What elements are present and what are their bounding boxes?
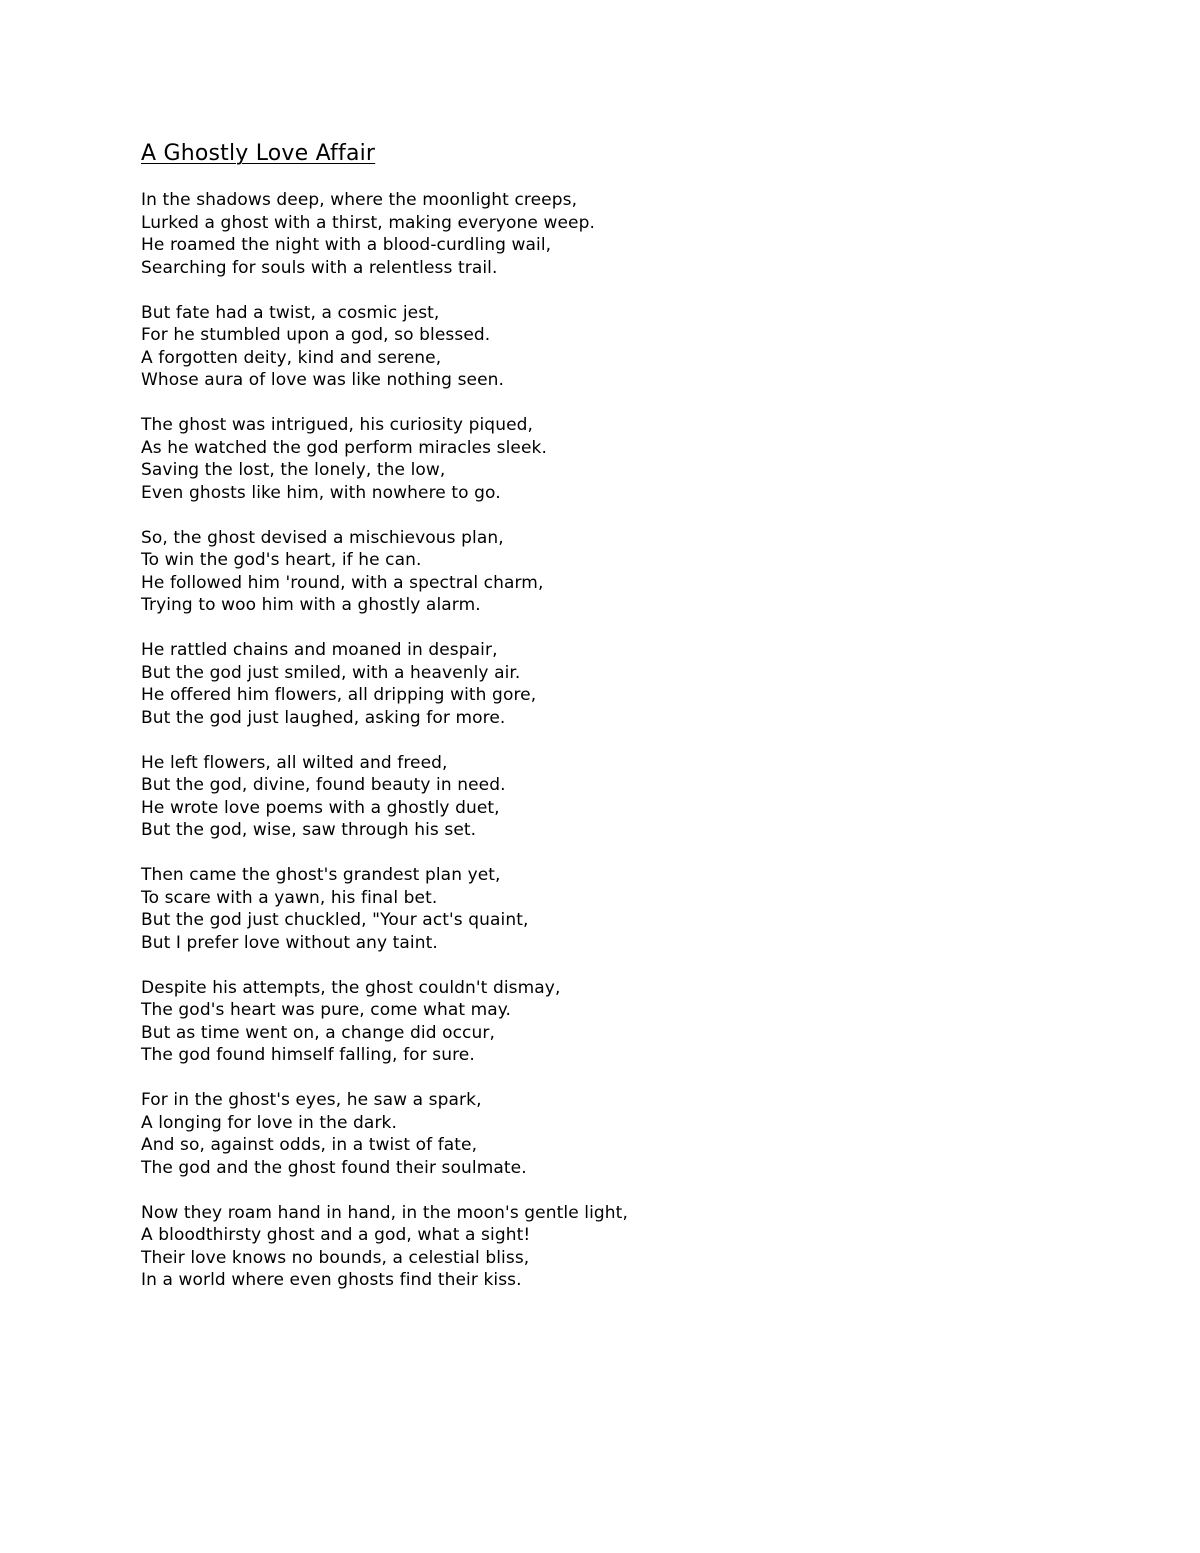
poem-line: A longing for love in the dark.	[141, 1112, 397, 1133]
poem-line: But I prefer love without any taint.	[141, 932, 438, 953]
poem-line: Now they roam hand in hand, in the moon's gentle light,	[141, 1202, 628, 1223]
poem-line: A bloodthirsty ghost and a god, what a sight!	[141, 1225, 531, 1245]
stanza	[141, 864, 1091, 954]
poem-line: But the god, wise, saw through his set.	[141, 820, 477, 840]
stanza	[141, 527, 1091, 617]
poem-line: A forgotten deity, kind and serene,	[141, 347, 442, 368]
poem-line: So, the ghost devised a mischievous plan,	[141, 527, 504, 548]
poem-line: Searching for souls with a relentless trail.	[141, 257, 498, 278]
stanza	[141, 189, 1091, 279]
poem-line: In the shadows deep, where the moonlight creeps,	[141, 190, 578, 210]
poem-line: He wrote love poems with a ghostly duet,	[141, 797, 500, 818]
poem-line: Their love knows no bounds, a celestial bliss,	[141, 1247, 530, 1268]
poem-line: To win the god's heart, if he can.	[141, 550, 422, 570]
poem-line: Then came the ghost's grandest plan yet,	[141, 865, 501, 885]
poem-line: The god's heart was pure, come what may.	[141, 1000, 512, 1020]
poem-line: He offered him flowers, all dripping with gore,	[141, 685, 537, 705]
poem-line: But the god just smiled, with a heavenly air.	[141, 662, 521, 683]
poem-line: He rattled chains and moaned in despair,	[141, 640, 498, 660]
stanza	[141, 1202, 1091, 1292]
stanza	[141, 302, 1091, 392]
poem-line: Trying to woo him with a ghostly alarm.	[141, 595, 481, 615]
document-title: A Ghostly Love Affair	[141, 141, 376, 166]
poem-line: To scare with a yawn, his final bet.	[141, 887, 438, 908]
document-content	[141, 139, 1091, 1292]
poem-line: In a world where even ghosts find their kiss.	[141, 1270, 522, 1290]
poem-line: But the god just laughed, asking for more.	[141, 707, 506, 728]
poem-line: And so, against odds, in a twist of fate,	[141, 1135, 478, 1155]
poem-line: As he watched the god perform miracles sleek.	[141, 437, 547, 458]
poem-line: He left flowers, all wilted and freed,	[141, 752, 448, 773]
poem-line: Despite his attempts, the ghost couldn't dismay,	[141, 977, 561, 998]
stanza	[141, 977, 1091, 1067]
stanza	[141, 414, 1091, 504]
poem-line: But as time went on, a change did occur,	[141, 1022, 495, 1043]
poem-line: Even ghosts like him, with nowhere to go.	[141, 482, 501, 503]
poem-line: He roamed the night with a blood-curdling wail,	[141, 235, 552, 255]
poem-line: The god and the ghost found their soulmate.	[141, 1157, 527, 1178]
poem-line: Saving the lost, the lonely, the low,	[141, 460, 446, 480]
stanza	[141, 639, 1091, 729]
stanza	[141, 752, 1091, 842]
poem-line: Lurked a ghost with a thirst, making everyone weep.	[141, 212, 596, 233]
stanza	[141, 1089, 1091, 1179]
poem-line: The ghost was intrigued, his curiosity piqued,	[141, 415, 534, 435]
poem-line: For he stumbled upon a god, so blessed.	[141, 325, 491, 345]
poem-line: The god found himself falling, for sure.	[141, 1045, 475, 1065]
poem-line: Whose aura of love was like nothing seen.	[141, 370, 505, 390]
poem-line: He followed him 'round, with a spectral charm,	[141, 572, 544, 593]
poem-line: For in the ghost's eyes, he saw a spark,	[141, 1090, 482, 1110]
poem-line: But the god, divine, found beauty in need.	[141, 775, 506, 795]
poem-line: But fate had a twist, a cosmic jest,	[141, 302, 440, 323]
poem-line: But the god just chuckled, "Your act's quaint,	[141, 910, 529, 930]
